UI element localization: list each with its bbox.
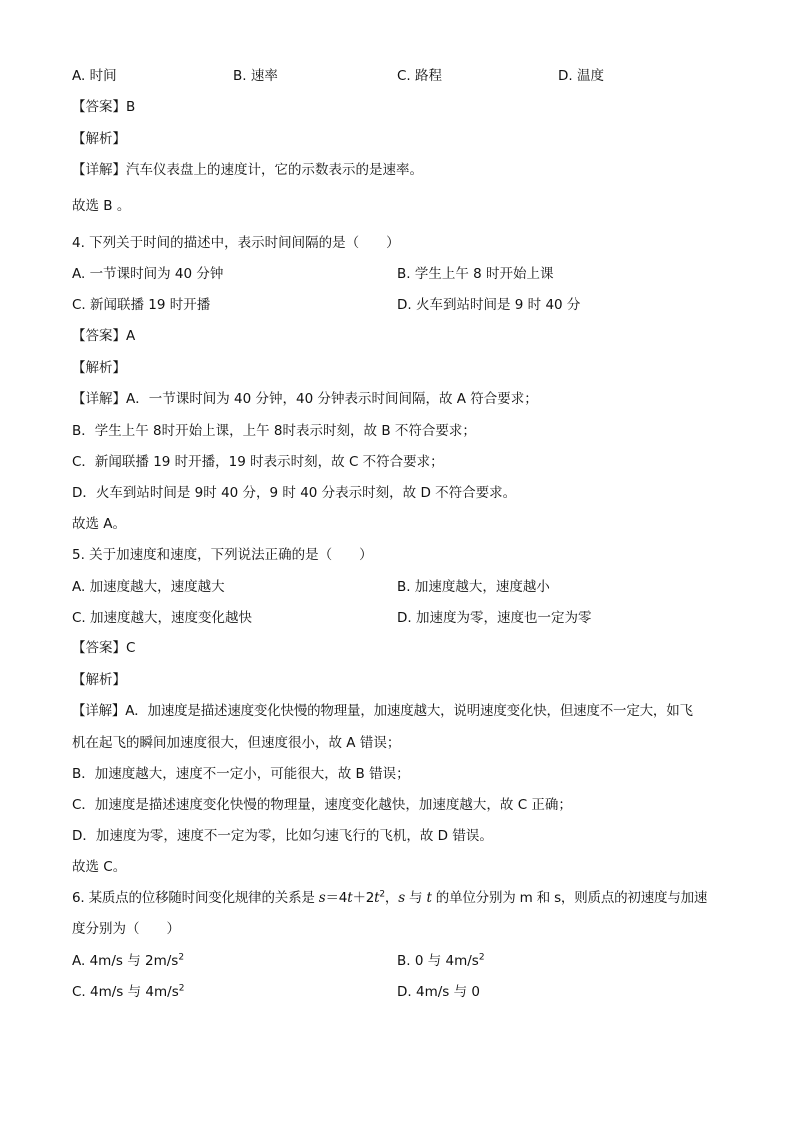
q6-option-b-sup: 2 [478, 952, 485, 963]
q4-analysis-label: 【解析】 [72, 360, 126, 376]
q6-option-c-text: C. 4m/s 与 4m/s [72, 984, 179, 1000]
q6-option-b-text: B. 0 与 4m/s [397, 953, 479, 969]
q3-conclusion: 故选 B 。 [72, 198, 131, 214]
q6-option-d-text: D. 4m/s 与 0 [397, 984, 480, 1000]
q4-detail-d: D．火车到站时间是 9时 40 分，9 时 40 分表示时刻，故 D 不符合要求。 [72, 485, 517, 501]
q6-stem-a: 6. 某质点的位移随时间变化规律的关系是 [72, 890, 319, 906]
q6-option-a-text: A. 4m/s 与 2m/s [72, 953, 179, 969]
q6-formula-t: t [347, 890, 353, 906]
q6-option-c-sup: 2 [178, 983, 185, 994]
q6-question-line2: 度分别为（ ） [72, 921, 180, 937]
q5-question: 5. 关于加速度和速度，下列说法正确的是（ ） [72, 547, 373, 563]
q5-conclusion: 故选 C。 [72, 859, 127, 875]
q4-option-c: C. 新闻联播 19 时开播 [72, 297, 211, 313]
q6-stem-t: t [426, 890, 432, 906]
q5-detail-b: B．加速度越大，速度不一定小，可能很大，故 B 错误； [72, 766, 410, 782]
q4-detail-b: B．学生上午 8时开始上课，上午 8时表示时刻，故 B 不符合要求； [72, 423, 476, 439]
q5-answer: 【答案】C [72, 640, 136, 656]
q4-detail-c: C．新闻联播 19 时开播，19 时表示时刻，故 C 不符合要求； [72, 454, 444, 470]
q5-option-d: D. 加速度为零，速度也一定为零 [397, 610, 592, 626]
q4-answer: 【答案】A [72, 328, 136, 344]
q6-formula-t2: t [374, 890, 380, 906]
q6-formula-exp: 2 [379, 889, 385, 900]
q5-analysis-label: 【解析】 [72, 672, 126, 688]
q3-option-b: B. 速率 [233, 68, 278, 84]
q4-option-d: D. 火车到站时间是 9 时 40 分 [397, 297, 581, 313]
q6-formula-mid: ＝4 [325, 890, 348, 906]
q6-stem-d: 的单位分别为 m 和 s，则质点的初速度与加速 [431, 890, 708, 906]
q5-detail-a-line2: 机在起飞的瞬间加速度很大，但速度很小，故 A 错误； [72, 735, 401, 751]
q4-question: 4. 下列关于时间的描述中，表示时间间隔的是（ ） [72, 235, 400, 251]
q5-detail-a-line1: 【详解】A．加速度是描述速度变化快慢的物理量，加速度越大，说明速度变化快，但速度不一定大，如飞 [72, 703, 693, 719]
q6-option-c [72, 982, 184, 1002]
q6-formula-s: s [318, 890, 326, 906]
q5-detail-d: D．加速度为零，速度不一定为零，比如匀速飞行的飞机，故 D 错误。 [72, 828, 493, 844]
q3-answer: 【答案】B [72, 99, 136, 115]
q3-option-a: A. 时间 [72, 68, 117, 84]
q3-analysis-label: 【解析】 [72, 131, 126, 147]
q6-option-d [397, 982, 480, 1002]
q4-detail-a: 【详解】A．一节课时间为 40 分钟，40 分钟表示时间间隔，故 A 符合要求； [72, 391, 538, 407]
q6-stem-s: s [398, 890, 405, 906]
q3-option-c: C. 路程 [397, 68, 443, 84]
q6-formula-plus: ＋2 [352, 890, 375, 906]
q3-detail: 【详解】汽车仪表盘上的速度计，它的示数表示的是速率。 [72, 162, 423, 178]
q5-option-a: A. 加速度越大，速度越大 [72, 579, 225, 595]
q5-option-b: B. 加速度越大，速度越小 [397, 579, 550, 595]
q4-option-a: A. 一节课时间为 40 分钟 [72, 266, 224, 282]
q5-option-c: C. 加速度越大，速度变化越快 [72, 610, 253, 626]
q4-conclusion: 故选 A。 [72, 516, 127, 532]
q3-option-d: D. 温度 [558, 68, 604, 84]
q6-option-b [397, 951, 485, 971]
q6-stem-c: 与 [404, 890, 427, 906]
q4-option-b: B. 学生上午 8 时开始上课 [397, 266, 554, 282]
q5-detail-c: C．加速度是描述速度变化快慢的物理量，速度变化越快，加速度越大，故 C 正确； [72, 797, 572, 813]
q6-question-line1 [72, 888, 707, 908]
q6-option-a [72, 951, 184, 971]
q6-stem-b: ， [384, 890, 399, 906]
q6-option-a-sup: 2 [178, 952, 185, 963]
